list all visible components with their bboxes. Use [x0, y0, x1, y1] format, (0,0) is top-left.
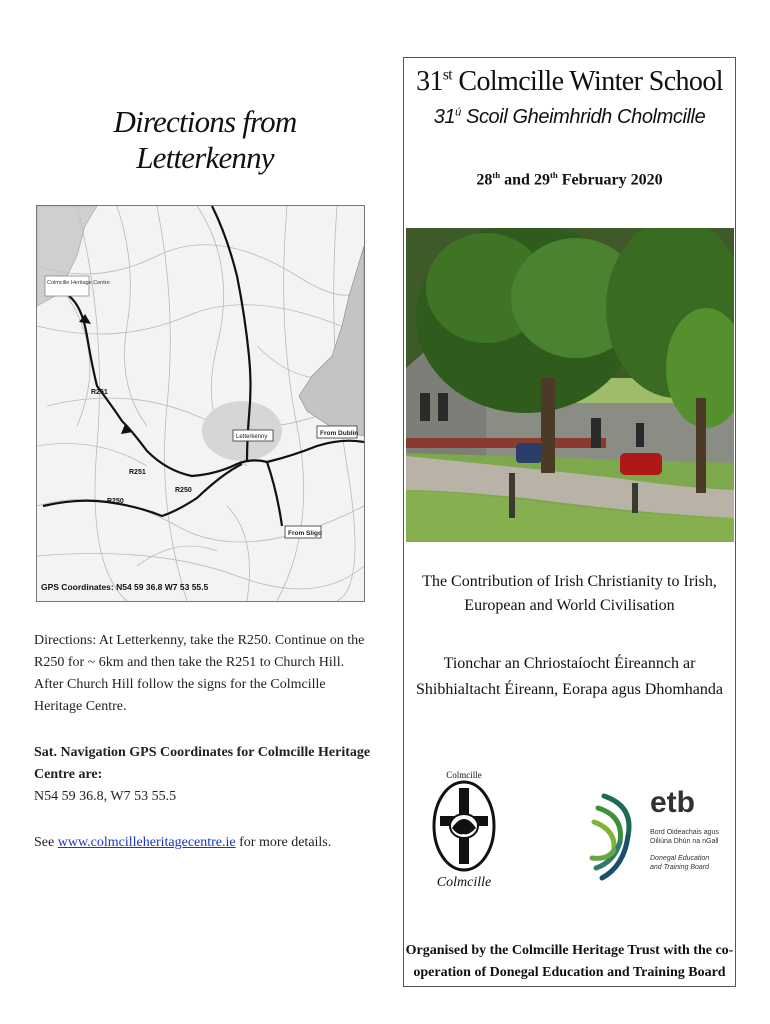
map-r250-label-a: R250	[107, 498, 124, 505]
map-r250-label-b: R250	[175, 487, 192, 494]
theme-irish: Tionchar an Chriostaíocht Éireannch ar Shibhialtacht Éireann, Eorapa agus Dhomhanda	[415, 655, 723, 698]
brochure-cover	[403, 57, 736, 987]
subtitle-text: Scoil Gheimhridh Cholmcille	[460, 106, 706, 128]
organiser-note: Organised by the Colmcille Heritage Trust with the co-operation of Donegal Education and Training Board	[405, 943, 734, 980]
etb-english-name: Donegal Education and Training Board	[650, 855, 710, 871]
date-first: 28	[476, 171, 493, 189]
route-map	[36, 205, 365, 602]
etb-logo	[584, 786, 719, 890]
etb-swirl-icon	[584, 786, 644, 886]
event-dates	[404, 170, 735, 189]
colmcille-logo-text: Colmcille	[436, 875, 492, 890]
gps-block	[34, 742, 374, 808]
map-from-sligo-label: From Sligo	[288, 530, 322, 537]
colmcille-logo-top-text: Colmcille	[446, 770, 482, 780]
school-title-irish	[404, 106, 735, 129]
map-r251-label-b: R251	[129, 469, 146, 476]
title-text: Colmcille Winter School	[451, 66, 723, 97]
subtitle-ordinal: ú	[455, 106, 461, 119]
directions-section	[34, 630, 374, 854]
gps-heading: Sat. Navigation GPS Coordinates for Colmcille Heritage Centre are:	[34, 745, 371, 782]
heritage-centre-photo	[406, 228, 734, 542]
map-heritage-label: Colmcille Heritage Centre	[47, 280, 110, 286]
date-first-ordinal: th	[492, 170, 501, 180]
map-from-dublin-label: From Dublin	[320, 430, 359, 437]
map-r251-label-a: R251	[91, 389, 108, 396]
map-letterkenny-label: Letterkenny	[236, 434, 268, 440]
map-drawing	[37, 206, 364, 601]
see-prefix: See	[34, 835, 58, 850]
date-second-ordinal: th	[549, 170, 558, 180]
date-month-year: February 2020	[557, 171, 663, 189]
title-number: 31	[416, 66, 443, 97]
etb-name: etb	[650, 786, 695, 819]
map-gps-label: GPS Coordinates: N54 59 36.8 W7 53 55.5	[41, 582, 209, 592]
directions-text: Directions: At Letterkenny, take the R250. Continue on the R250 for ~ 6km and then take the R251 to Church Hill. After Church Hill follow the signs for the Colmcille Heritage Centre.	[34, 633, 365, 714]
school-title	[404, 66, 735, 98]
title-ordinal: st	[442, 66, 452, 84]
subtitle-number: 31	[433, 106, 456, 128]
see-more-line	[34, 832, 374, 854]
colmcille-logo	[430, 766, 498, 892]
see-suffix: for more details.	[235, 835, 332, 850]
etb-irish-name: Bord Oideachais agus Oiliúna Dhún na nGall	[650, 829, 719, 845]
website-link[interactable]: www.colmcilleheritagecentre.ie	[57, 835, 236, 850]
directions-title: Directions from Letterkenny	[113, 104, 297, 175]
theme-english: The Contribution of Irish Christianity to Irish, European and World Civilisation	[422, 573, 717, 614]
date-second: and 29	[500, 171, 550, 189]
gps-value: N54 59 36.8, W7 53 55.5	[34, 789, 177, 804]
